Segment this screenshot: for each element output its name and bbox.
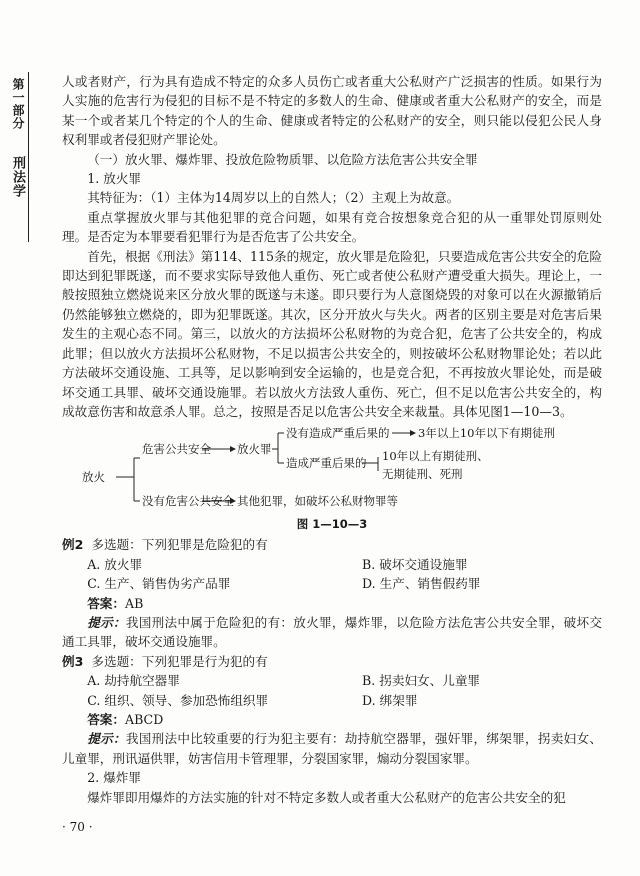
page-content (62, 72, 602, 807)
option-d: D. 生产、销售假药罪 (362, 576, 481, 592)
sidebar-tab (0, 72, 29, 242)
option-c: C. 组织、领导、参加恐怖组织罪 (87, 692, 269, 708)
example-2-question (62, 535, 602, 554)
example-label: 例2 (62, 537, 84, 553)
paragraph-intro: 人或者财产，行为具有造成不特定的众多人员伤亡或者重大公私财产广泛损害的性质。如果行为人实施的危害行为侵犯的目标不是不特定的多数人的生命、健康或者重大公私财产的安全，而是某一个或者某几个特定的个人的生命、健康或者特定的公私财产的安全，则只能以侵犯公民人身权利罪或者侵犯财产罪论处。 (62, 74, 602, 148)
hint-text: 我国刑法中比较重要的行为犯主要有：劫持航空器罪，强奸罪，绑架罪，拐卖妇女、儿童罪，刑讯逼供罪，妨害信用卡管理罪，分裂国家罪，煽动分裂国家罪。 (62, 731, 603, 766)
diagram-no-serious: 没有造成严重后果的 (286, 426, 390, 441)
example-3-answer (62, 710, 602, 729)
diagram-branch-endanger: 危害公共安全 (142, 442, 211, 457)
sidebar-part-label: 第一部分 (11, 78, 25, 130)
option-c: C. 生产、销售伪劣产品罪 (87, 576, 231, 592)
option-b: B. 拐卖妇女、儿童罪 (362, 673, 481, 689)
subheading-explosion: 2. 爆炸罪 (87, 770, 141, 786)
answer-value: AB (124, 595, 144, 611)
answer-label: 答案： (87, 595, 125, 611)
example-2-answer (62, 594, 602, 613)
answer-value: ABCD (124, 711, 164, 727)
paragraph-explosion: 爆炸罪即用爆炸的方法实施的针对不特定多数人或者重大公私财产的危害公共安全的犯 (87, 789, 566, 805)
section-heading: （一）放火罪、爆炸罪、投放危险物质罪、以危险方法危害公共安全罪 (87, 151, 478, 167)
hint-label: 提示： (87, 614, 126, 630)
example-question-text: 多选题：下列犯罪是行为犯的有 (91, 653, 268, 669)
page-number: · 70 · (62, 820, 93, 834)
example-3-options (62, 671, 602, 710)
example-3-question (62, 652, 602, 671)
figure-caption: 图 1—10—3 (296, 517, 368, 532)
diagram-other-crime: 其他犯罪，如破坏公私财物罪等 (237, 494, 398, 509)
example-label: 例3 (62, 653, 84, 669)
example-2-options (62, 555, 602, 594)
hint-text: 我国刑法中属于危险犯的有：放火罪，爆炸罪，以危险方法危害公共安全罪，破坏交通工具罪，破坏交通设施罪。 (62, 614, 603, 650)
paragraph-analysis: 首先，根据《刑法》第114、115条的规定，放火罪是危险犯，只要造成危害公共安全的危险即达到犯罪既遂，而不要求实际导致他人重伤、死亡或者使公私财产遭受重大损失。理论上，一般按照独立燃烧说来区分放火罪的既遂与未遂。即只要行为人意图烧毁的对象可以在火源撤销后仍然能够独立燃烧的，即为犯罪既遂。其次，区分开放火与失火。两者的区别主要是对危害后果发生的主观心态不同。第三，以放火的方法损坏公私财物的为竞合犯，危害了公共安全的，构成此罪；但以放火方法损坏公私财物，不足以损害公共安全的，则按破坏公私财物罪论处；若以此方法破坏交通设施、工具等，足以影响到安全运输的，也是竞合犯，不再按放火罪论处，而是破坏交通工具罪、破坏交通设施罪。若以放火方法致人重伤、死亡，但不足以危害公共安全的，构成故意伤害和故意杀人罪。总之，按照是否足以危害公共安全来裁量。具体见图1—10—3。 (62, 248, 602, 419)
example-3-hint (62, 729, 602, 768)
diagram-serious: 造成严重后果的 (286, 456, 367, 471)
option-d: D. 绑架罪 (362, 692, 418, 708)
option-a: A. 放火罪 (87, 556, 143, 572)
diagram-root: 放火 (82, 470, 105, 485)
example-2-hint (62, 613, 602, 652)
diagram-crime-arson: 放火罪 (237, 442, 272, 457)
option-b: B. 破坏交通设施罪 (362, 556, 468, 572)
diagram-sentence-light: 3年以上10年以下有期徒刑 (418, 426, 555, 441)
example-question-text: 多选题：下列犯罪是危险犯的有 (91, 537, 268, 553)
option-a: A. 劫持航空器罪 (87, 673, 180, 689)
diagram-sentence-heavy-2: 无期徒刑、死刑 (382, 467, 463, 482)
diagram-branch-no-endanger: 没有危害公共安全 (142, 494, 234, 509)
diagram-sentence-heavy-1: 10年以上有期徒刑、 (382, 449, 489, 464)
answer-label: 答案： (87, 711, 125, 727)
sidebar-subject-label: 刑法学 (10, 156, 25, 198)
subheading-arson: 1. 放火罪 (87, 171, 141, 187)
hint-label: 提示： (87, 731, 126, 747)
paragraph-features: 其特征为：（1）主体为14周岁以上的自然人；（2）主观上为故意。 (87, 190, 460, 206)
arson-diagram (62, 425, 602, 535)
paragraph-concurrence: 重点掌握放火罪与其他犯罪的竞合问题，如果有竞合按想象竞合犯的从一重罪处罚原则处理。是否定为本罪要看犯罪行为是否危害了公共安全。 (62, 209, 602, 245)
